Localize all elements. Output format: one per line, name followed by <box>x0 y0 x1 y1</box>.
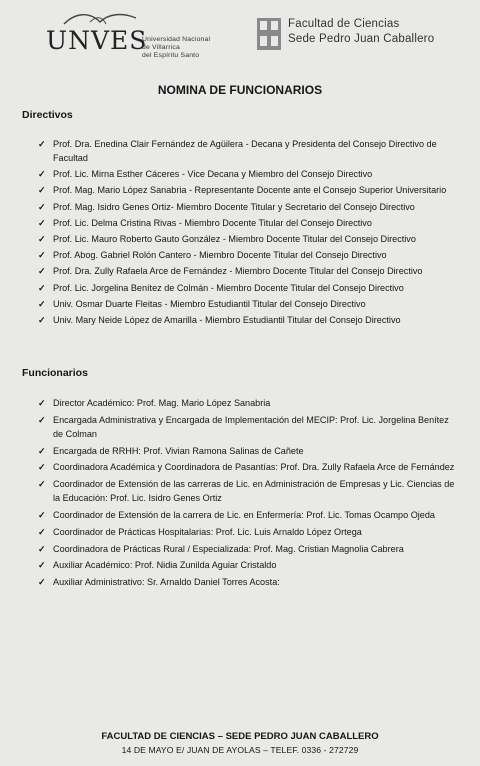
list-item <box>30 183 455 197</box>
list-item-text: Prof. Mag. Isidro Genes Ortiz- Miembro Docente Titular y Secretario del Consejo Directivo <box>53 201 415 212</box>
faculty-name: Facultad de Ciencias Sede Pedro Juan Caballero <box>288 18 435 45</box>
list-item-text: Univ. Mary Neide López de Amarilla - Miembro Estudiantil Titular del Consejo Directivo <box>53 314 401 325</box>
footer-institution: FACULTAD DE CIENCIAS – SEDE PEDRO JUAN CABALLERO <box>101 731 379 742</box>
checkmark-icon: ✓ <box>38 543 46 554</box>
list-item <box>30 444 455 458</box>
list-item-text: Prof. Dra. Enedina Clair Fernández de Agüilera - Decana y Presidenta del Consejo Directivo de Facultad <box>53 139 437 163</box>
checkmark-icon: ✓ <box>38 250 46 261</box>
list-item-text: Prof. Dra. Zully Rafaela Arce de Fernández - Miembro Docente Titular del Consejo Directivo <box>53 266 423 277</box>
directivos-list <box>30 137 455 329</box>
list-item <box>30 558 455 572</box>
university-name: Universidad Nacional de Villarrica del Espíritu Santo <box>142 36 211 59</box>
list-item <box>30 413 455 441</box>
checkmark-icon: ✓ <box>38 266 46 277</box>
checkmark-icon: ✓ <box>38 479 46 490</box>
list-item-text: Prof. Lic. Delma Cristina Rivas - Miembro Docente Titular del Consejo Directivo <box>53 217 372 228</box>
list-item <box>30 542 455 556</box>
list-item <box>30 264 455 278</box>
list-item-text: Coordinadora Académica y Coordinadora de Pasantías: Prof. Dra. Zully Rafaela Arce de Fernández <box>53 462 455 473</box>
list-item-text: Coordinadora de Prácticas Rural / Especializada: Prof. Mag. Cristian Magnolia Cabrera <box>53 543 404 554</box>
faculty-logo <box>256 17 466 55</box>
list-item <box>30 248 455 262</box>
list-item <box>30 167 455 181</box>
list-item-text: Coordinador de Prácticas Hospitalarias: Prof. Lic. Luis Arnaldo López Ortega <box>53 526 362 537</box>
funcionarios-list <box>30 396 455 592</box>
list-item <box>30 200 455 214</box>
list-item <box>30 525 455 539</box>
checkmark-icon: ✓ <box>38 139 46 149</box>
list-item-text: Univ. Osmar Duarte Fleitas - Miembro Estudiantil Titular del Consejo Directivo <box>53 298 366 309</box>
checkmark-icon: ✓ <box>38 282 46 293</box>
list-item <box>30 313 455 327</box>
university-logo <box>46 10 216 62</box>
list-item-text: Prof. Lic. Mauro Roberto Gauto González - Miembro Docente Titular del Consejo Directivo <box>53 233 416 244</box>
checkmark-icon: ✓ <box>38 577 46 588</box>
section-heading-funcionarios: Funcionarios <box>22 367 88 379</box>
checkmark-icon: ✓ <box>38 445 46 456</box>
list-item-text: Prof. Lic. Mirna Esther Cáceres - Vice Decana y Miembro del Consejo Directivo <box>53 169 373 180</box>
list-item <box>30 216 455 230</box>
checkmark-icon: ✓ <box>38 217 46 228</box>
list-item-text: Encargada de RRHH: Prof. Vivian Ramona Salinas de Cañete <box>53 445 304 456</box>
list-item-text: Prof. Abog. Gabriel Rolón Cantero - Miembro Docente Titular del Consejo Directivo <box>53 250 387 261</box>
checkmark-icon: ✓ <box>38 169 46 180</box>
checkmark-icon: ✓ <box>38 414 46 425</box>
checkmark-icon: ✓ <box>38 526 46 537</box>
checkmark-icon: ✓ <box>38 233 46 244</box>
list-item-text: Coordinador de Extensión de las carreras de Lic. en Administración de Empresas y Lic. Ciencias de la Educación: Prof. Lic. Isidro Genes Ortiz <box>53 479 455 504</box>
list-item <box>30 281 455 295</box>
checkmark-icon: ✓ <box>38 298 46 309</box>
list-item <box>30 297 455 311</box>
list-item <box>30 508 455 522</box>
checkmark-icon: ✓ <box>38 560 46 571</box>
list-item <box>30 137 455 165</box>
checkmark-icon: ✓ <box>38 462 46 473</box>
list-item <box>30 232 455 246</box>
list-item-text: Coordinador de Extensión de la carrera de Lic. en Enfermería: Prof. Lic. Tomas Ocampo Ojeda <box>53 509 435 520</box>
university-acronym: UNVES <box>46 26 148 55</box>
footer-address: 14 DE MAYO E/ JUAN DE AYOLAS – TELEF. 0336 - 272729 <box>121 745 359 755</box>
list-item-text: Prof. Lic. Jorgelina Benítez de Colmán - Miembro Docente Titular del Consejo Directivo <box>53 282 404 293</box>
list-item-text: Encargada Administrativa y Encargada de Implementación del MECIP: Prof. Lic. Jorgelina Benítez de Colman <box>53 414 449 439</box>
checkmark-icon: ✓ <box>38 314 46 325</box>
section-heading-directivos: Directivos <box>22 109 73 121</box>
faculty-emblem-icon <box>256 17 282 51</box>
checkmark-icon: ✓ <box>38 185 46 196</box>
list-item-text: Auxiliar Académico: Prof. Nidia Zunilda Aguiar Cristaldo <box>53 560 277 571</box>
list-item <box>30 575 455 589</box>
page-title: NOMINA DE FUNCIONARIOS <box>157 83 323 97</box>
list-item <box>30 460 455 474</box>
list-item-text: Auxiliar Administrativo: Sr. Arnaldo Daniel Torres Acosta: <box>53 577 280 588</box>
checkmark-icon: ✓ <box>38 398 46 408</box>
checkmark-icon: ✓ <box>38 509 46 520</box>
list-item <box>30 477 455 505</box>
checkmark-icon: ✓ <box>38 201 46 212</box>
list-item <box>30 396 455 410</box>
list-item-text: Director Académico: Prof. Mag. Mario López Sanabria <box>53 398 271 408</box>
list-item-text: Prof. Mag. Mario López Sanabria - Representante Docente ante el Consejo Superior Universitario <box>53 185 447 196</box>
